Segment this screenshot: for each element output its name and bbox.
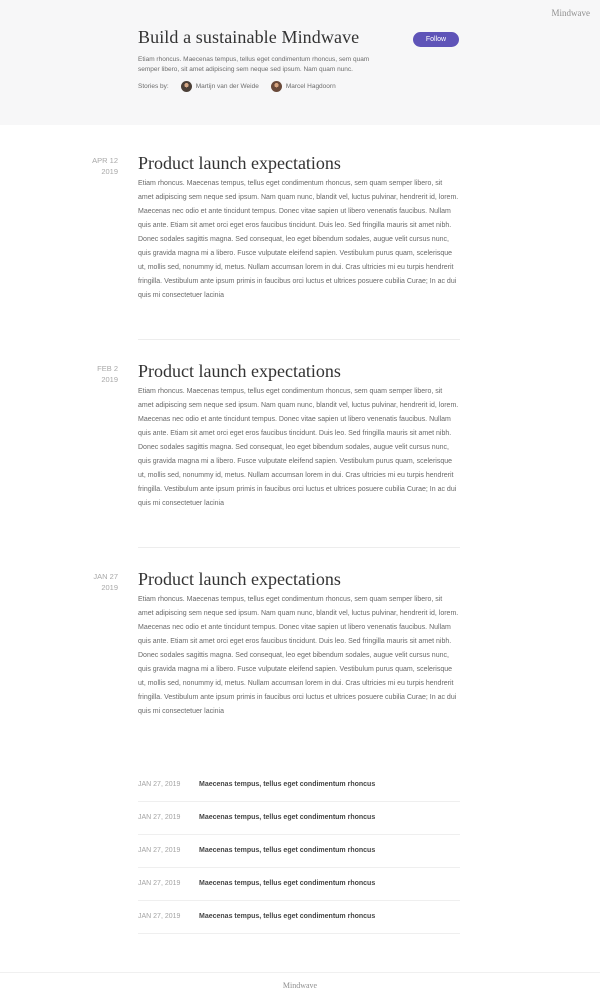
list-item-date: JAN 27, 2019: [138, 880, 181, 887]
brand-logo[interactable]: Mindwave: [551, 8, 590, 18]
divider: [138, 339, 460, 340]
list-item[interactable]: [138, 801, 460, 835]
post-date-month-day: FEB 2: [97, 364, 118, 373]
post-date-year: 2019: [101, 583, 118, 592]
post-date: [97, 363, 118, 385]
divider: [138, 547, 460, 548]
author-link-martijn[interactable]: [181, 81, 259, 92]
post-date-month-day: APR 12: [92, 156, 118, 165]
hero-header: [0, 0, 600, 125]
post-title[interactable]: Product launch expectations: [138, 153, 341, 173]
list-item-date: JAN 27, 2019: [138, 814, 181, 821]
post-date-year: 2019: [101, 167, 118, 176]
avatar-icon: [271, 81, 282, 92]
post-body: Etiam rhoncus. Maecenas tempus, tellus eget condimentum rhoncus, sem quam semper libero, sit amet adipiscing sem neque sed ipsum. Nam quam nunc, blandit vel, luctus pulvinar, hendrerit id, lorem. Maecenas nec odio et ante tincidunt tempus. Donec vitae sapien ut libero venenatis faucibus. Nullam quis ante. Etiam sit amet orci eget eros faucibus tincidunt. Duis leo. Sed fringilla mauris sit amet nibh. Donec sodales sagittis magna. Sed consequat, leo eget bibendum sodales, augue velit cursus nunc, quis gravida magna mi a libero. Fusce vulputate eleifend sapien. Vestibulum purus quam, scelerisque ut, mollis sed, nonummy id, metus. Nullam accumsan lorem in dui. Cras ultricies mi eu turpis hendrerit fringilla. Vestibulum ante ipsum primis in faucibus orci luctus et ultrices posuere cubilia Curae; In ac dui quis mi consectetuer lacinia: [138, 180, 459, 299]
list-item-title[interactable]: Maecenas tempus, tellus eget condimentum rhoncus: [199, 847, 376, 854]
list-item-date: JAN 27, 2019: [138, 781, 181, 788]
list-item-date: JAN 27, 2019: [138, 847, 181, 854]
footer-brand[interactable]: Mindwave: [282, 981, 318, 990]
post-body: Etiam rhoncus. Maecenas tempus, tellus eget condimentum rhoncus, sem quam semper libero, sit amet adipiscing sem neque sed ipsum. Nam quam nunc, blandit vel, luctus pulvinar, hendrerit id, lorem. Maecenas nec odio et ante tincidunt tempus. Donec vitae sapien ut libero venenatis faucibus. Nullam quis ante. Etiam sit amet orci eget eros faucibus tincidunt. Duis leo. Sed fringilla mauris sit amet nibh. Donec sodales sagittis magna. Sed consequat, leo eget bibendum sodales, augue velit cursus nunc, quis gravida magna mi a libero. Fusce vulputate eleifend sapien. Vestibulum purus quam, scelerisque ut, mollis sed, nonummy id, metus. Nullam accumsan lorem in dui. Cras ultricies mi eu turpis hendrerit fringilla. Vestibulum ante ipsum primis in faucibus orci luctus et ultrices posuere cubilia Curae; In ac dui quis mi consectetuer lacinia: [138, 388, 459, 507]
stories-label: Stories by:: [138, 83, 169, 90]
author-name: Martijn van der Weide: [195, 83, 259, 90]
post-body: Etiam rhoncus. Maecenas tempus, tellus eget condimentum rhoncus, sem quam semper libero, sit amet adipiscing sem neque sed ipsum. Nam quam nunc, blandit vel, luctus pulvinar, hendrerit id, lorem. Maecenas nec odio et ante tincidunt tempus. Donec vitae sapien ut libero venenatis faucibus. Nullam quis ante. Etiam sit amet orci eget eros faucibus tincidunt. Duis leo. Sed fringilla mauris sit amet nibh. Donec sodales sagittis magna. Sed consequat, leo eget bibendum sodales, augue velit cursus nunc, quis gravida magna mi a libero. Fusce vulputate eleifend sapien. Vestibulum purus quam, scelerisque ut, mollis sed, nonummy id, metus. Nullam accumsan lorem in dui. Cras ultricies mi eu turpis hendrerit fringilla. Vestibulum ante ipsum primis in faucibus orci luctus et ultrices posuere cubilia Curae; In ac dui quis mi consectetuer lacinia: [138, 596, 459, 715]
list-item[interactable]: [138, 900, 460, 934]
author-link-marcel[interactable]: [271, 81, 336, 92]
list-item[interactable]: [138, 834, 460, 868]
list-item-title[interactable]: Maecenas tempus, tellus eget condimentum rhoncus: [199, 814, 376, 821]
hero-description: Etiam rhoncus. Maecenas tempus, tellus eget condimentum rhoncus, sem quam semper libero, sit amet adipiscing sem neque sed ipsum. Nam quam nunc.: [138, 56, 370, 73]
list-item-date: JAN 27, 2019: [138, 913, 181, 920]
post-date-year: 2019: [101, 375, 118, 384]
author-name: Marcel Hagdoorn: [285, 83, 336, 90]
list-item[interactable]: [138, 768, 460, 802]
post-date: [92, 155, 118, 177]
avatar-icon: [181, 81, 192, 92]
list-item-title[interactable]: Maecenas tempus, tellus eget condimentum rhoncus: [199, 913, 376, 920]
post-date: [93, 571, 118, 593]
follow-button[interactable]: Follow: [413, 32, 459, 47]
list-item-title[interactable]: Maecenas tempus, tellus eget condimentum rhoncus: [199, 880, 376, 887]
post-date-month-day: JAN 27: [93, 572, 118, 581]
page-title: Build a sustainable Mindwave: [138, 27, 360, 47]
post-title[interactable]: Product launch expectations: [138, 569, 341, 589]
post-title[interactable]: Product launch expectations: [138, 361, 341, 381]
list-item[interactable]: [138, 867, 460, 901]
list-item-title[interactable]: Maecenas tempus, tellus eget condimentum rhoncus: [199, 781, 376, 788]
footer-divider: [0, 972, 600, 973]
stories-by-row: [138, 81, 336, 92]
